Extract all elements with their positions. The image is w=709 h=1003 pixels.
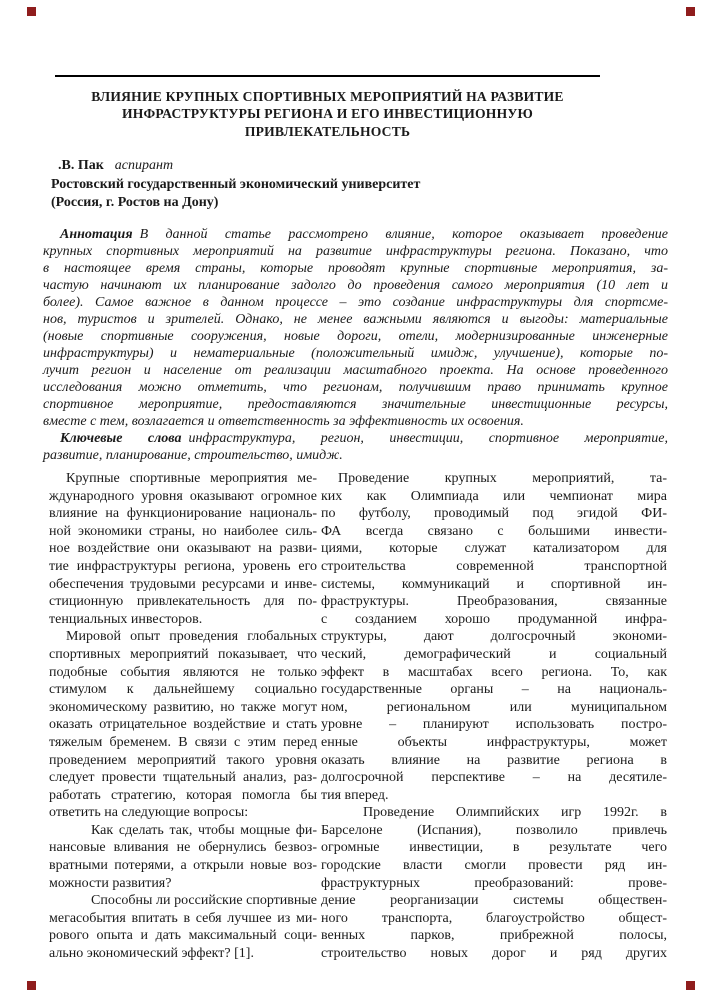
corner-marker-top-right (686, 7, 695, 16)
text-line: дение реорганизации системы обществен- (321, 893, 667, 909)
author-name: .В. Пак (58, 158, 104, 173)
text-line: ально экономический эффект? [1]. (49, 946, 254, 962)
text-line: Ключевые слова инфраструктура, регион, инвестиции, спортивное мероприятие, (60, 431, 668, 446)
text-line: Аннотация В данной статье рассмотрено влияние, которое оказывает проведение (60, 227, 668, 242)
text-line: мегасобытия впитать в себя лучшее из ми- (49, 910, 317, 926)
text-line: тяжелым бременем. В связи с этим перед (49, 734, 317, 750)
text-line: ких как Олимпиада или чемпионат мира (321, 488, 667, 504)
paper-title-line-3: ПРИВЛЕКАТЕЛЬНОСТЬ (244, 123, 411, 139)
text-line: ждународного уровня оказывают огромное (49, 488, 317, 504)
text-line: Проведение Олимпийских игр 1992г. в (363, 805, 667, 821)
body-column-left (49, 470, 317, 963)
text-line: оказать отрицательное воздействие и стать (49, 717, 317, 733)
abstract-paragraph (43, 226, 668, 430)
text-line: нансовые вливания не обернулись безвоз- (49, 840, 317, 856)
paragraph (49, 892, 317, 962)
text-line: Барселоне (Испания), позволило привлечь (321, 822, 667, 838)
text-line: Способны ли российские спортивные (91, 893, 317, 909)
text-line: спортивное мероприятие, предоставляются значительные инвестиционные ресурсы, (43, 397, 668, 412)
text-line: подобные события являются не только (49, 664, 317, 680)
text-line: ного транспорта, благоустройство общест- (321, 910, 667, 926)
text-line: государственные органы – на националь- (321, 682, 667, 698)
text-line: проведением мероприятий такого уровня (49, 752, 317, 768)
affiliation: Ростовский государственный экономический университет (51, 176, 421, 192)
text-line: стимулом к дальнейшему социально (49, 682, 317, 698)
text-line: в настоящее время страны, которые проводят крупные спортивные мероприятия, за- (43, 261, 668, 276)
lead-label: Ключевые слова (60, 431, 182, 446)
text-line: енные объекты инфраструктуры, может (321, 734, 667, 750)
text-line: обеспечения трудовыми ресурсами и инве- (49, 576, 317, 592)
corner-marker-top-left (27, 7, 36, 16)
text-line: развитие, планирование, строительство, имидж. (43, 448, 343, 463)
text-line: фраструктуры. Преобразования, связанные (321, 594, 667, 610)
text-line: ФА всегда связано с большими инвести- (321, 523, 667, 539)
paper-title-line-1: ВЛИЯНИЕ КРУПНЫХ СПОРТИВНЫХ МЕРОПРИЯТИЙ НА РАЗВИТИЕ (91, 89, 564, 104)
text-line: строительства современной транспортной (321, 558, 667, 574)
paragraph (49, 470, 317, 628)
text-line: циями, которые служат катализатором для (321, 541, 667, 557)
text-line: тенциальных инвесторов. (49, 611, 203, 627)
affiliation-location: (Россия, г. Ростов на Дону) (51, 195, 219, 210)
text-line: частую начинают их планирование задолго до проведения самого мероприятия (10 лет и (43, 278, 668, 293)
text-line: фраструктурных преобразований: прове- (321, 875, 667, 891)
text-line: Проведение крупных мероприятий, та- (338, 471, 667, 486)
text-line: по футболу, проводимый под эгидой ФИ- (321, 506, 667, 522)
paragraph (49, 822, 317, 892)
text-line: спортивных мероприятий показывает, что (49, 646, 317, 662)
header-rule (55, 75, 600, 77)
text-line: можности развития? (49, 875, 172, 891)
text-line: огромные инвестиции, в результате чего (321, 840, 667, 856)
text-line: вместе с тем, возлагается и ответственность за эффективность их освоения. (43, 414, 524, 429)
paragraph (321, 470, 667, 804)
abstract-section (43, 226, 668, 464)
text-line: тие инфраструктуры региона, уровень его (49, 558, 317, 574)
text-line: Как сделать так, чтобы мощные фи- (91, 822, 317, 838)
text-line: ответить на следующие вопросы: (49, 805, 249, 821)
text-line: эффект в масштабах всего региона. То, как (321, 664, 667, 680)
text-line: строительство новых дорог и ряд других (321, 946, 667, 962)
text-line: системы, коммуникаций и спортивной ин- (321, 576, 667, 592)
text-line: ной экономики страны, но наиболее силь- (49, 523, 317, 539)
text-line: (новые спортивные сооружения, новые дороги, отели, модернизированные инженерные (43, 329, 668, 344)
keywords-paragraph (43, 430, 668, 464)
text-line: исследования можно отметить, что регионам, получившим право принимать крупное (43, 380, 668, 395)
corner-marker-bottom-right (686, 981, 695, 990)
text-line: ное воздействие они оказывают на разви- (49, 541, 317, 557)
text-line: более). Самое важное в данном процессе – это создание инфраструктуры для спортсме- (43, 295, 668, 310)
text-line: экономическому развитию, но также могут (49, 699, 317, 715)
text-line: стиционную привлекательность для по- (49, 594, 317, 610)
text-line: лучит регион и население от реализации масштабного проекта. На основе проведенного (43, 363, 668, 378)
text-line: Крупные спортивные мероприятия ме- (66, 471, 317, 486)
text-line: нов, туристов и зрителей. Однако, не менее важными являются и выгоды: материальные (43, 312, 668, 327)
text-line: ном, региональном или муниципальном (321, 699, 667, 715)
text-line: структуры, дают долгосрочный экономи- (321, 629, 667, 645)
text-line: венных парков, прибрежной полосы, (321, 928, 667, 944)
text-line: ческий, демографический и социальный (321, 646, 667, 662)
text-line: работать стратегию, которая помогла бы (49, 787, 317, 803)
text-line: вратными потерями, а открыли новые воз- (49, 858, 317, 874)
text-line: крупных спортивных мероприятий на развитие инфраструктуры региона. Показано, что (43, 244, 668, 259)
paper-title (55, 88, 600, 140)
text-line: следует провести тщательный анализ, раз- (49, 770, 317, 786)
author-line (51, 157, 420, 176)
text-line: долгосрочной перспективе – на десятиле- (321, 770, 667, 786)
text-line: рового опыта и дать максимальный соци- (49, 928, 317, 944)
text-line: с созданием хорошо продуманной инфра- (321, 611, 667, 627)
corner-marker-bottom-left (27, 981, 36, 990)
paragraph (321, 804, 667, 962)
text-line: тия вперед. (321, 787, 389, 803)
text-line: оказать влияние на развитие региона в (321, 752, 667, 768)
text-line: влияние на функционирование националь- (49, 506, 317, 522)
lead-label: Аннотация (60, 227, 133, 242)
text-line: инфраструктуры) и нематериальные (положительный имидж, улучшение), которые по- (43, 346, 668, 361)
paragraph (49, 628, 317, 822)
author-block (51, 157, 420, 213)
paper-title-line-2: ИНФРАСТРУКТУРЫ РЕГИОНА И ЕГО ИНВЕСТИЦИОННУЮ (121, 106, 534, 122)
text-line: уровне – планируют использовать постро- (321, 717, 667, 733)
author-role: аспирант (114, 158, 174, 173)
body-column-right (321, 470, 667, 963)
text-line: Мировой опыт проведения глобальных (66, 629, 317, 645)
text-line: городские власти смогли провести ряд ин- (321, 858, 667, 874)
